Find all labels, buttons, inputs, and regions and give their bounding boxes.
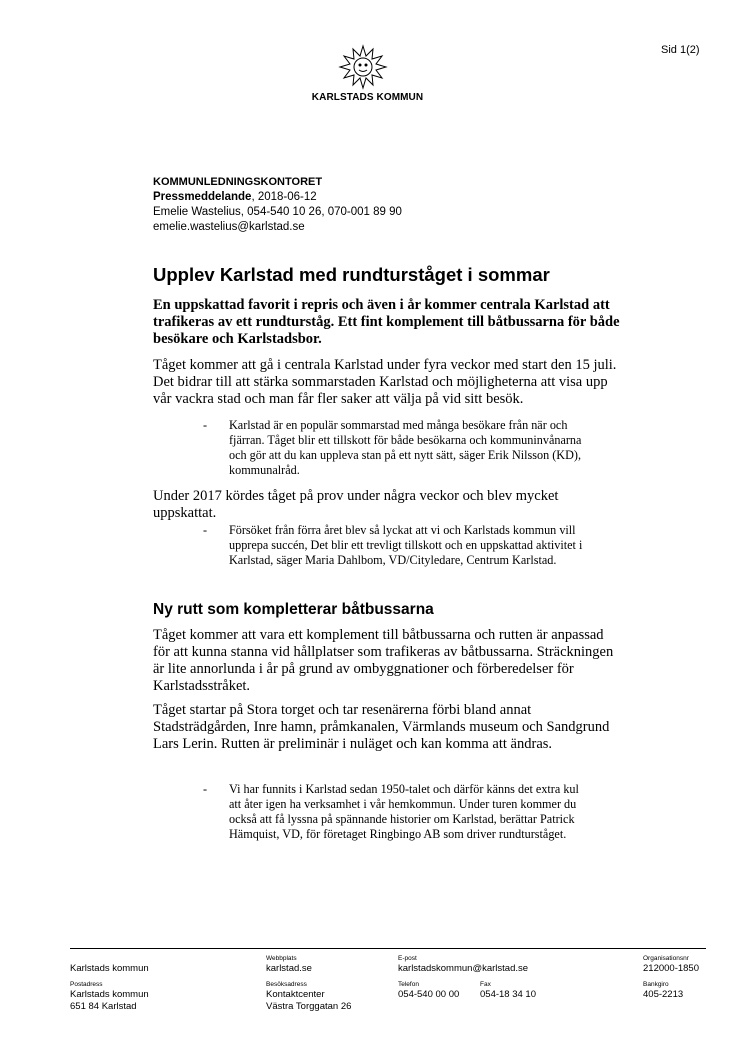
footer-webb-label: Webbplats	[266, 955, 297, 962]
sun-logo-icon	[338, 44, 388, 90]
footer-fax-label: Fax	[480, 981, 491, 988]
contact-email: emelie.wastelius@karlstad.se	[153, 221, 305, 233]
press-date: , 2018-06-12	[251, 191, 317, 203]
footer-postadress-2: 651 84 Karlstad	[70, 1001, 137, 1012]
body-paragraph-2: Under 2017 kördes tåget på prov under några veckor och blev mycket uppskattat.	[153, 488, 559, 521]
contact-line: Emelie Wastelius, 054-540 10 26, 070-001 89 90	[153, 206, 402, 218]
press-label: Pressmeddelande	[153, 191, 252, 203]
quote-text: Vi har funnits i Karlstad sedan 1950-talet och därför känns det extra kul att åter igen ha verksamhet i vår hemkommun. Under turen kommer du också att få lyssna på spännande historier om Karlstad, berättar Patrick Hämquist, VD, för företaget Ringbingo AB som driver rundturståget.	[229, 782, 579, 841]
subheading: Ny rutt som kompletterar båtbussarna	[153, 601, 434, 618]
footer-telefon: 054-540 00 00	[398, 989, 460, 1000]
footer-postadress-label: Postadress	[70, 981, 103, 988]
lead-paragraph: En uppskattad favorit i repris och även i år kommer centrala Karlstad att trafikeras av ett rundturståg. Ett fint komplement till båtbussarna för både besökare och Karlstadsbor.	[153, 297, 620, 347]
quote-text: Försöket från förra året blev så lyckat att vi och Karlstads kommun vill upprepa succén, Det blir ett trevligt tillskott och en uppskattad aktivitet i Karlstad, säger Maria Dahlbom, VD/Cityledare, Centrum Karlstad.	[229, 523, 583, 567]
footer-email-label: E-post	[398, 955, 417, 962]
footer-divider	[70, 948, 706, 949]
footer-orgnr: 212000-1850	[643, 963, 699, 974]
footer-bankgiro: 405-2213	[643, 989, 684, 1000]
body-paragraph-1: Tåget kommer att gå i centrala Karlstad under fyra veckor med start den 15 juli. Det bidrar till att stärka sommarstaden Karlstad och möjligheterna att visa upp vår vackra stad och man får fler saker att välja på vid sitt besök.	[153, 357, 617, 407]
body-paragraph-4: Tåget startar på Stora torget och tar resenärerna förbi bland annat Stadsträdgården, Inre hamn, pråmkanalen, Värmlands museum och Sandgrund Lars Lerin. Rutten är preliminär i nuläget och kan komma att ändras.	[153, 702, 610, 752]
footer-webb-link[interactable]: karlstad.se	[266, 963, 312, 974]
department: KOMMUNLEDNINGSKONTORET	[153, 176, 323, 188]
quote-dash: -	[203, 418, 208, 432]
quote-dash: -	[203, 523, 208, 537]
body-paragraph-3: Tåget kommer att vara ett komplement till båtbussarna och rutten är anpassad för att kunna stanna vid hållplatser som trafikeras av båtbussarna. Sträckningen är lite annorlunda i år på grund av ombyggnationer och förberedelser för Karlstadsstråket.	[153, 627, 614, 694]
footer-email-link[interactable]: karlstadskommun@karlstad.se	[398, 963, 529, 974]
press-line	[153, 190, 402, 205]
footer-telefon-label: Telefon	[398, 981, 419, 988]
footer-org: Karlstads kommun	[70, 963, 149, 974]
quote-dash: -	[203, 782, 208, 796]
footer-besok-2: Västra Torggatan 26	[266, 1001, 352, 1012]
footer-bankgiro-label: Bankgiro	[643, 981, 669, 988]
page-number: Sid 1(2)	[661, 44, 700, 56]
footer-besok-1: Kontaktcenter	[266, 989, 325, 1000]
article-title: Upplev Karlstad med rundturståget i sommar	[153, 264, 550, 285]
footer-postadress-1: Karlstads kommun	[70, 989, 149, 1000]
footer-orgnr-label: Organisationsnr	[643, 955, 689, 962]
quote-text: Karlstad är en populär sommarstad med många besökare från när och fjärran. Tåget blir ett tillskott för både besökarna och kommuninvånarna och gör att du kan uppleva stan på ett nytt sätt, säger Erik Nilsson (KD), kommunalråd.	[229, 418, 582, 477]
footer-besok-label: Besöksadress	[266, 981, 307, 988]
footer-fax: 054-18 34 10	[480, 989, 536, 1000]
org-name: KARLSTADS KOMMUN	[311, 92, 424, 103]
sender-block	[153, 175, 402, 235]
